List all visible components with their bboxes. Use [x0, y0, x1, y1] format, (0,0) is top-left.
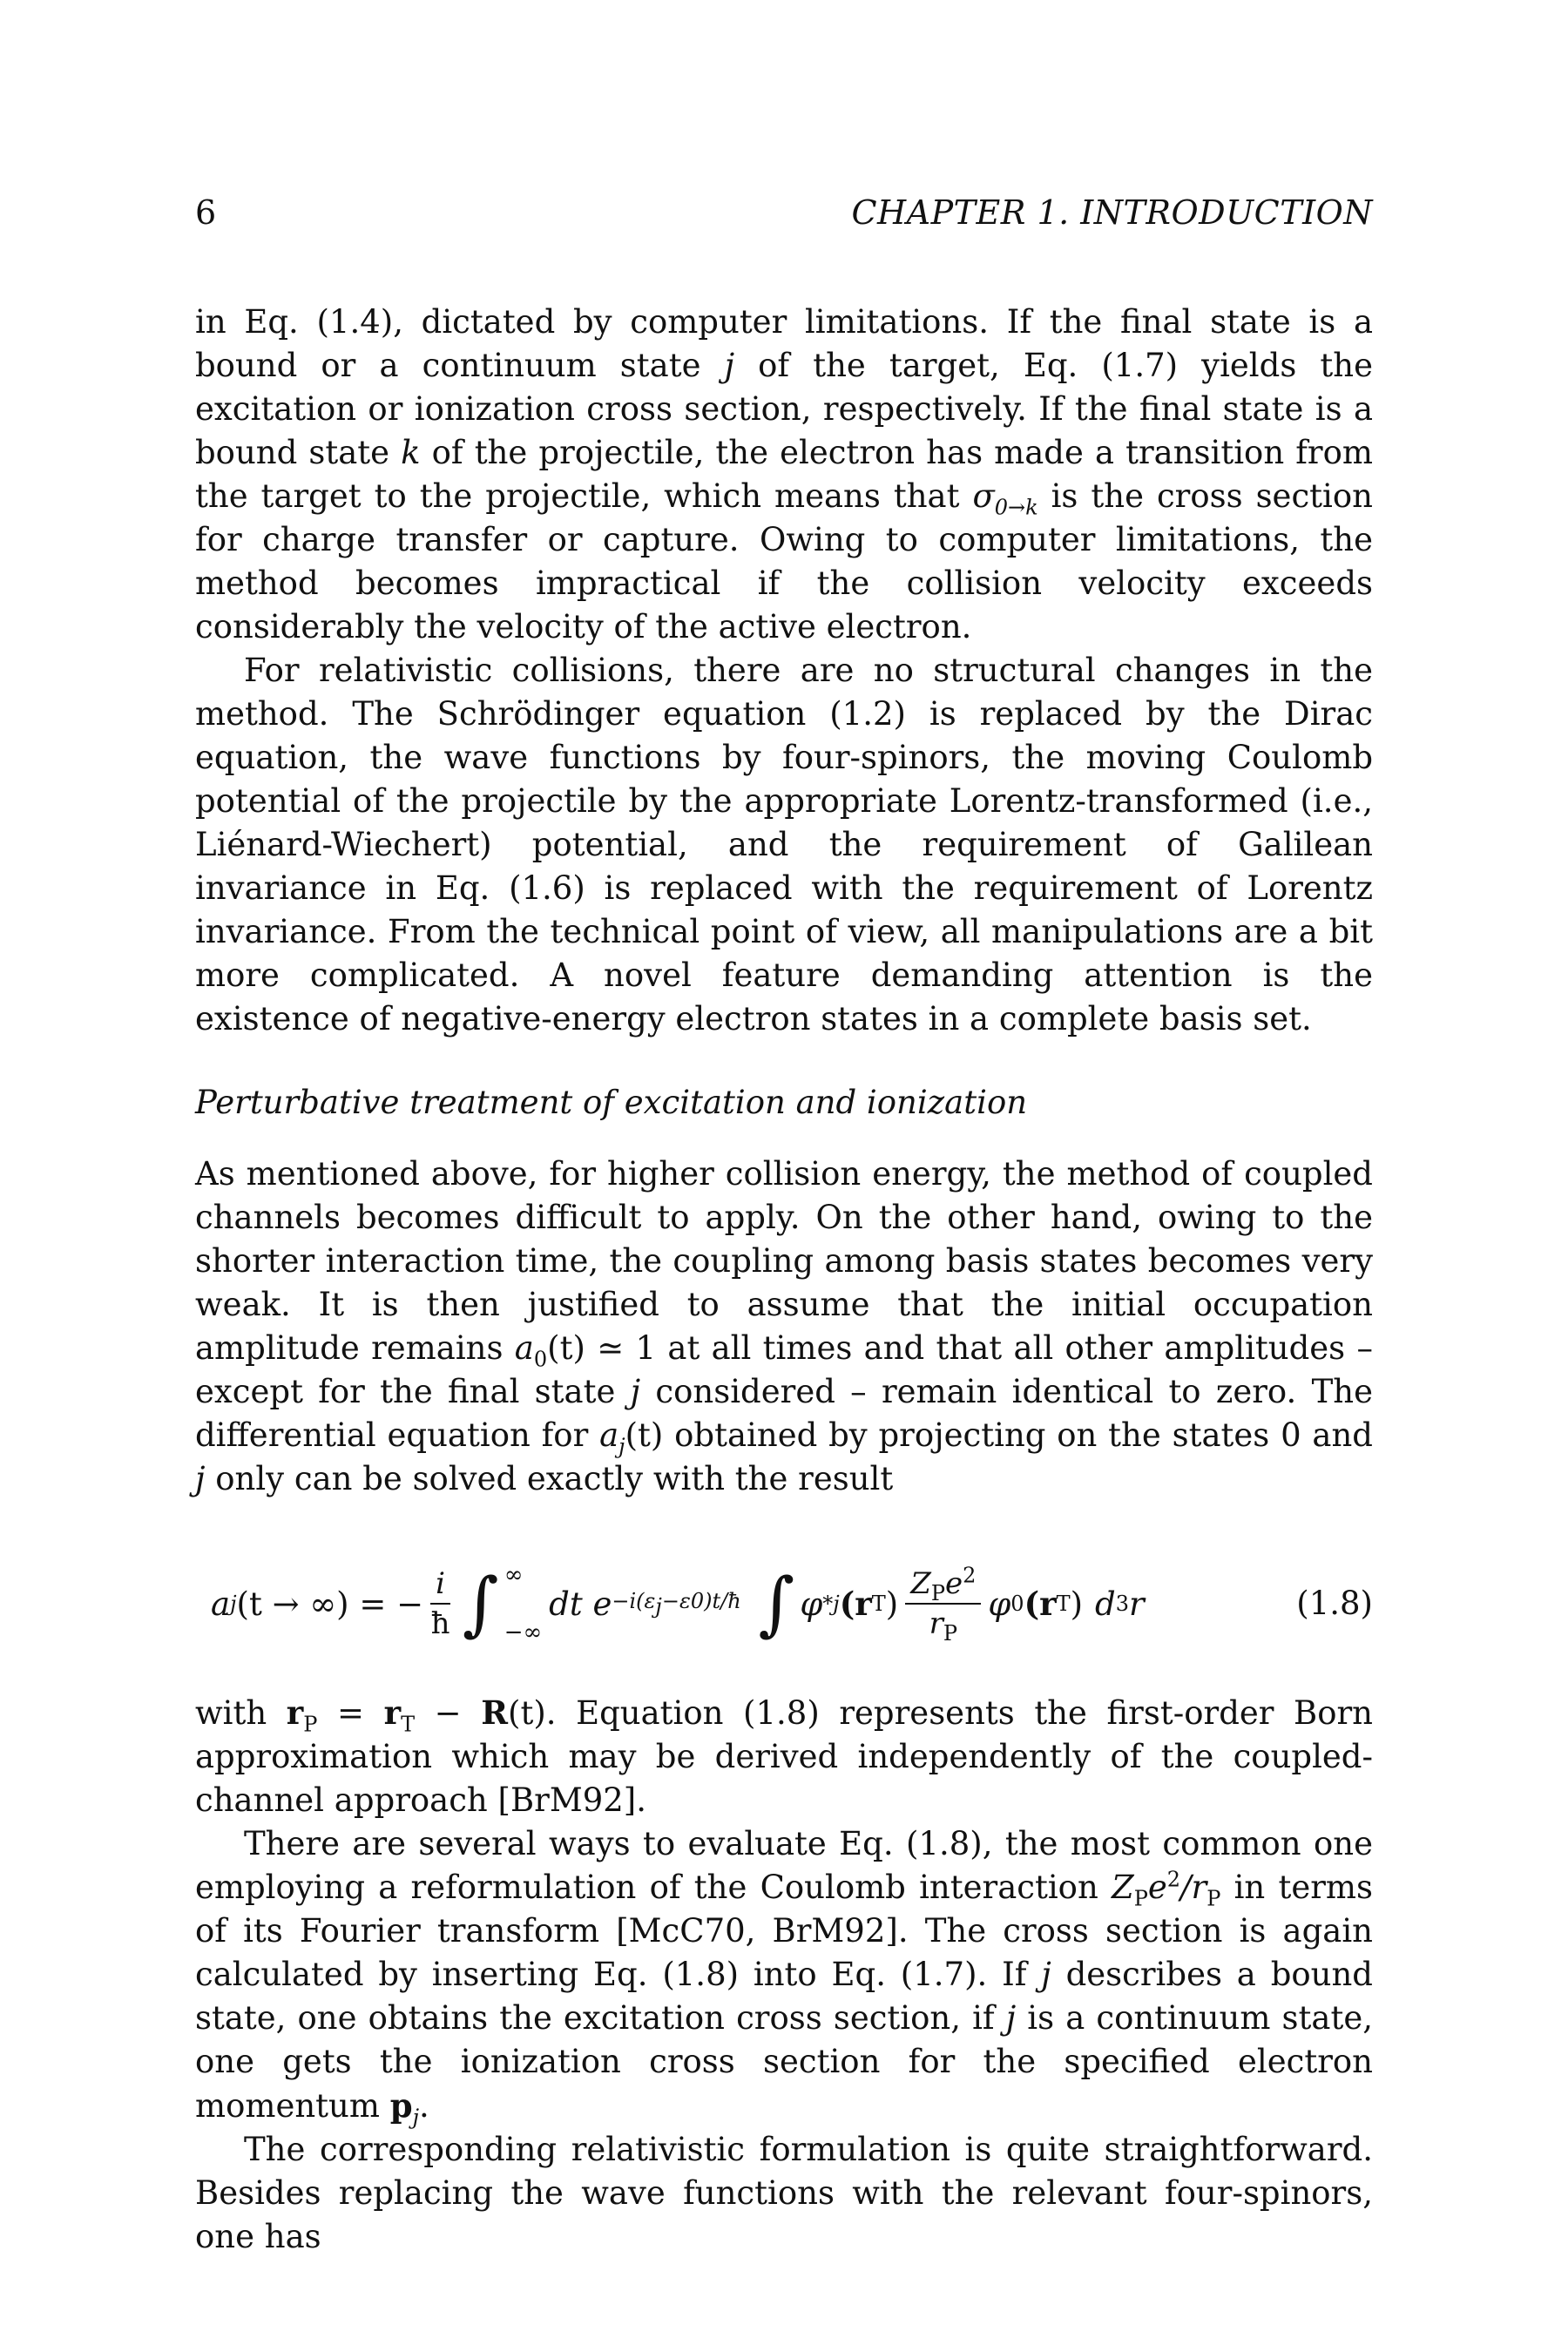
- page-number: 6: [195, 193, 217, 232]
- integral-sign: ∫: [463, 1563, 499, 1644]
- paragraph-6: The corresponding relativistic formulation is quite straightforward. Besides replacing the wave functions with the relevant four-spinors, one has: [195, 2131, 1373, 2255]
- body-text: [195, 301, 1373, 2259]
- integral-sign-2: ∫: [758, 1563, 795, 1644]
- equation-number: (1.8): [1296, 1585, 1373, 1622]
- equation-body: a j (t → ∞) = − $\frac{i}{ħ}$ ∫ ∞ −∞ dt e $-i(\varepsilon_j-\varepsilon 0)t/ħ$ ∫ φ * j (r T ) $\frac{Z_Pe^2}{r_P}$ φ 0 (r T ) d 3 r: [211, 1562, 1145, 1646]
- integral-limits: ∞ −∞: [504, 1562, 543, 1646]
- section-subheading: Perturbative treatment of excitation and ionization: [195, 1084, 1028, 1121]
- running-header: [195, 193, 1373, 246]
- chapter-title: CHAPTER 1. INTRODUCTION: [851, 193, 1373, 232]
- paragraph-4: with $r_P = r_T - R(t)$. Equation (1.8) represents the first-order Born approximation which may be derived independently of the coupled-channel approach [BrM92].: [195, 1693, 1374, 1819]
- fraction-zp-e2-over-rp: $\frac{Z_Pe^2}{r_P}$: [905, 1566, 981, 1641]
- paragraph-5: There are several ways to evaluate Eq. (1.8), the most common one employing a reformulation of the Coulomb interaction $Z_Pe^2/r_P$ in terms of its Fourier transform [McC70, BrM92]. The cross section is again calculated by inserting Eq. (1.8) into Eq. (1.7). If j describes a bound state, one obtains the excitation cross section, if j is a continuum state, one gets the ionization cross section for the specified electron momentum $p_j$.: [195, 1825, 1373, 2130]
- fraction-i-over-hbar: $\frac{i}{ħ}$: [430, 1566, 450, 1641]
- equation-1-8: [195, 1543, 1373, 1665]
- paragraph-3: As mentioned above, for higher collision energy, the method of coupled channels becomes difficult to apply. On the other hand, owing to the shorter interaction time, the coupling among basis states becomes very weak. It is then justified to assume that the initial occupation amplitude remains $a_0(t)$ ≃ 1 at all times and that all other amplitudes – except for the final state j considered – remain identical to zero. The differential equation for $a_j(t)$ obtained by projecting on the states 0 and j only can be solved exactly with the result: [195, 1155, 1373, 1497]
- paragraph-2: For relativistic collisions, there are no structural changes in the method. The Schrödinger equation (1.2) is replaced by the Dirac equation, the wave functions by four-spinors, the moving Coulomb potential of the projectile by the appropriate Lorentz-transformed (i.e., Liénard-Wiechert) potential, and the requirement of Galilean invariance in Eq. (1.6) is replaced with the requirement of Lorentz invariance. From the technical point of view, all manipulations are a bit more complicated. A novel feature demanding attention is the existence of negative-energy electron states in a complete basis set.: [195, 652, 1373, 1037]
- paragraph-1: in Eq. (1.4), dictated by computer limitations. If the final state is a bound or a continuum state j of the target, Eq. (1.7) yields the excitation or ionization cross section, respectively. If the final state is a bound state k of the projectile, the electron has made a transition from the target to the projectile, which means that $\sigma_{0\to k}$ is the cross section for charge transfer or capture. Owing to computer limitations, the method becomes impractical if the collision velocity exceeds considerably the velocity of the active electron.: [195, 303, 1373, 645]
